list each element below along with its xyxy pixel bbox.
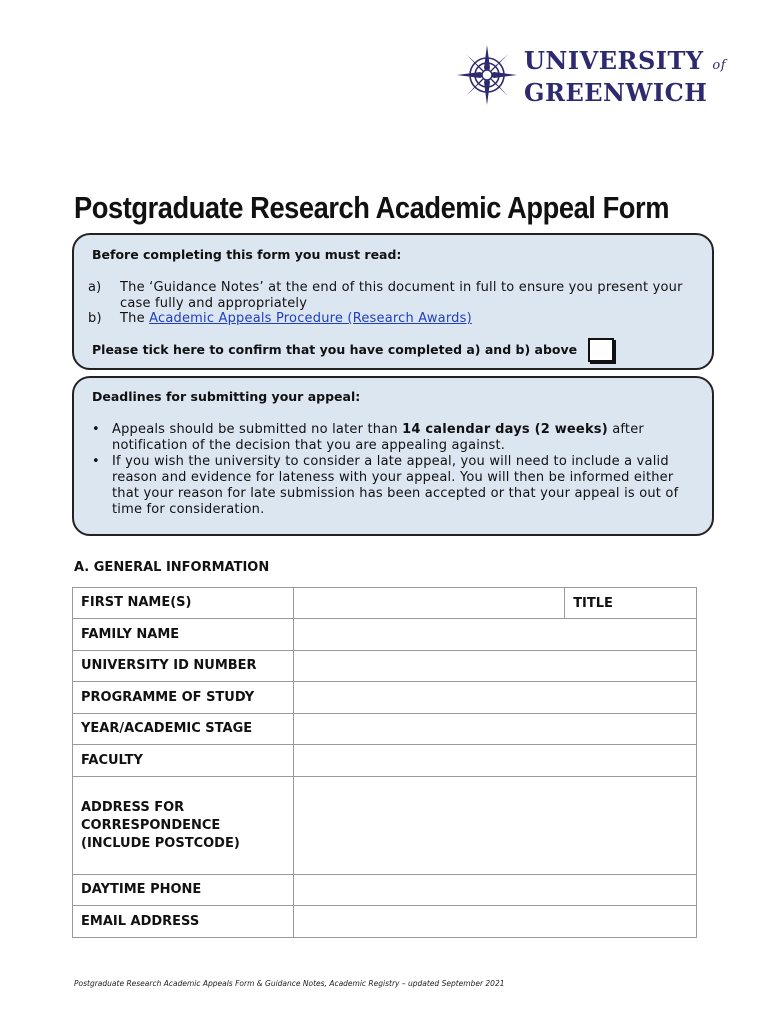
university-logo <box>456 44 727 110</box>
requirement-b-label: b) <box>88 311 102 326</box>
address-label-line3: (INCLUDE POSTCODE) <box>81 835 240 851</box>
deadline-bullet <box>88 422 698 454</box>
page-footer: Postgraduate Research Academic Appeals Form & Guidance Notes, Academic Registry – updated September 2021 <box>74 979 505 988</box>
logo-of: of <box>712 58 727 73</box>
phone-field[interactable] <box>293 875 696 906</box>
requirement-b-prefix: The <box>120 311 150 326</box>
general-information-table <box>72 587 697 938</box>
page-title: Postgraduate Research Academic Appeal Form <box>74 190 670 225</box>
deadline-text-before: Appeals should be submitted no later than <box>112 422 403 437</box>
box2-heading: Deadlines for submitting your appeal: <box>92 389 361 404</box>
faculty-field[interactable] <box>293 745 696 777</box>
bullet-icon: • <box>92 422 100 437</box>
address-label-line2: CORRESPONDENCE <box>81 817 221 833</box>
email-label: EMAIL ADDRESS <box>73 906 294 938</box>
email-field[interactable] <box>293 906 696 938</box>
table-row <box>73 588 697 619</box>
logo-line2: GREENWICH <box>524 78 708 107</box>
table-row <box>73 682 697 714</box>
confirm-read-label: Please tick here to confirm that you have completed a) and b) above <box>92 342 578 357</box>
address-field[interactable] <box>293 777 696 875</box>
programme-label: PROGRAMME OF STUDY <box>73 682 294 714</box>
first-names-label: FIRST NAME(S) <box>73 588 294 619</box>
requirement-a-text: The ‘Guidance Notes’ at the end of this document in full to ensure you present your case fully and appropriately <box>120 280 683 311</box>
year-stage-label: YEAR/ACADEMIC STAGE <box>73 714 294 745</box>
programme-field[interactable] <box>293 682 696 714</box>
table-row <box>73 619 697 651</box>
requirement-a <box>88 280 688 311</box>
reading-requirements-box <box>72 233 714 370</box>
bullet-icon: • <box>92 454 100 469</box>
late-appeal-bullet <box>88 454 698 518</box>
table-row <box>73 745 697 777</box>
address-label-line1: ADDRESS FOR <box>81 799 185 815</box>
deadlines-box <box>72 376 714 536</box>
confirm-read-checkbox[interactable] <box>588 338 614 362</box>
table-row <box>73 651 697 682</box>
appeals-procedure-link[interactable]: Academic Appeals Procedure (Research Awards) <box>149 311 472 326</box>
family-name-field[interactable] <box>293 619 696 651</box>
university-id-label: UNIVERSITY ID NUMBER <box>73 651 294 682</box>
family-name-label: FAMILY NAME <box>73 619 294 651</box>
table-row <box>73 875 697 906</box>
late-appeal-text: If you wish the university to consider a late appeal, you will need to include a valid reason and evidence for lateness with your appeal. You will then be informed either that your reason for late submission has been accepted or that your appeal is out of time for consideration. <box>112 454 679 517</box>
year-stage-field[interactable] <box>293 714 696 745</box>
requirement-a-label: a) <box>88 280 102 295</box>
requirement-b <box>88 311 688 327</box>
section-heading: A. GENERAL INFORMATION <box>74 560 270 575</box>
deadline-text-after: after notification of the decision that you are appealing against. <box>112 422 644 453</box>
phone-label: DAYTIME PHONE <box>73 875 294 906</box>
address-label <box>73 777 294 875</box>
table-row <box>73 906 697 938</box>
title-label: TITLE <box>565 588 697 619</box>
table-row <box>73 714 697 745</box>
university-id-field[interactable] <box>293 651 696 682</box>
logo-line1: UNIVERSITY <box>524 46 704 75</box>
table-row <box>73 777 697 875</box>
box1-heading: Before completing this form you must read: <box>92 247 402 262</box>
faculty-label: FACULTY <box>73 745 294 777</box>
deadline-text-bold: 14 calendar days (2 weeks) <box>402 422 608 437</box>
logo-wordmark <box>524 48 726 107</box>
first-names-field[interactable] <box>293 588 564 619</box>
compass-star-emblem-icon <box>456 44 518 106</box>
